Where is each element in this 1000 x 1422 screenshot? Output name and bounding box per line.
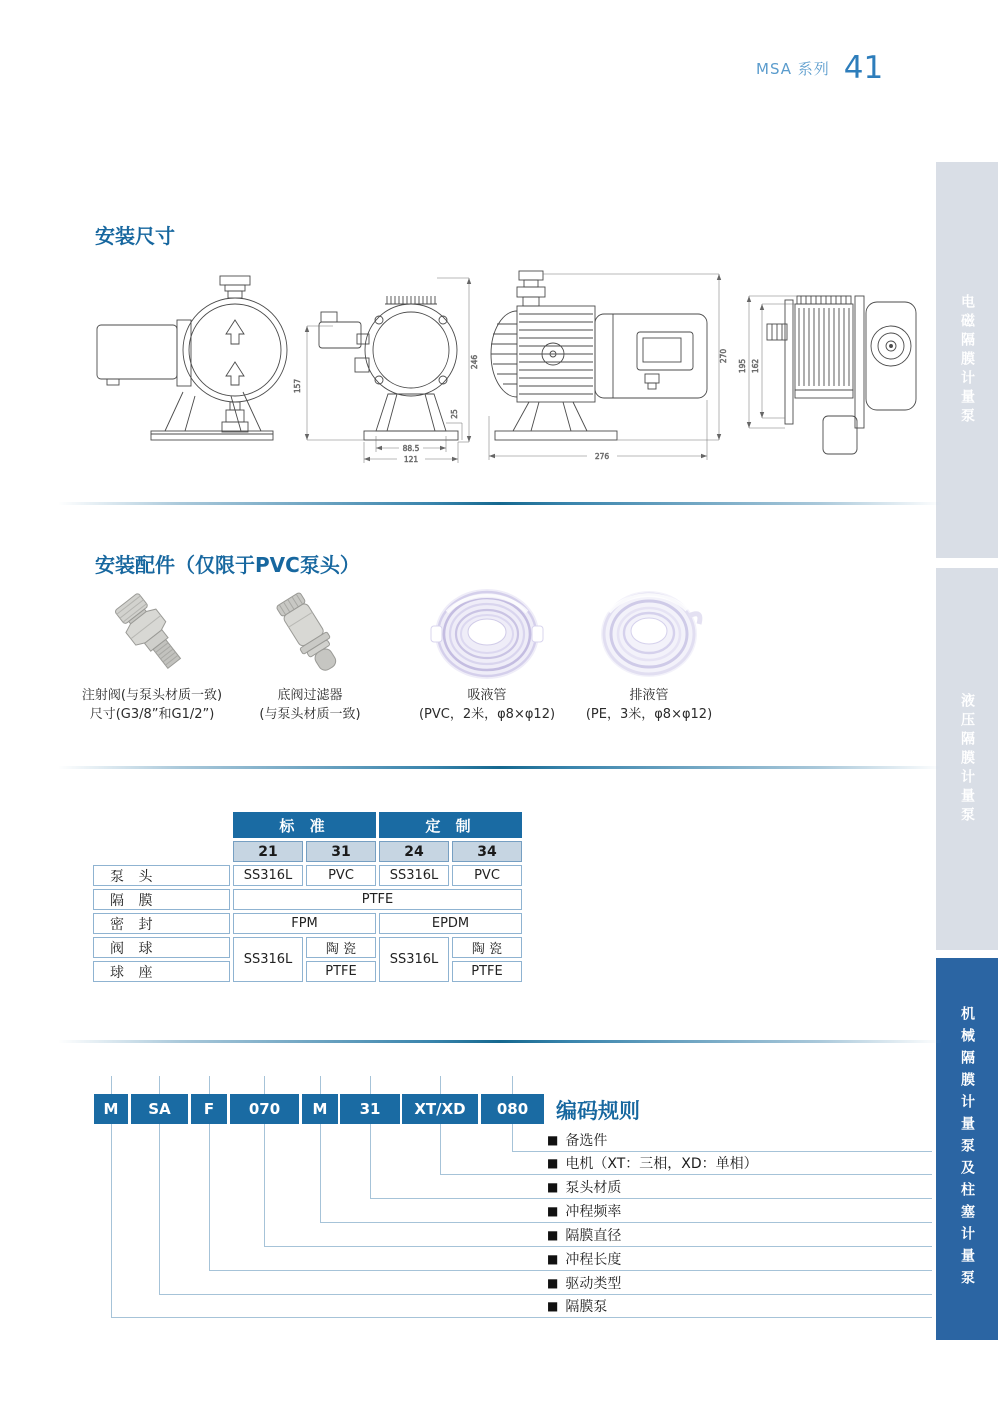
cell-ball-seat-24: SS316L — [379, 937, 449, 982]
drawing-rear-view — [767, 296, 916, 454]
connector-horizontal — [264, 1246, 932, 1247]
dim-276: 276 — [594, 452, 610, 461]
sidebar-tab-hydraulic-pump[interactable] — [936, 568, 998, 950]
row-label-seal: 密 封 — [93, 913, 230, 934]
dim-121: 121 — [403, 455, 419, 464]
code-label-diaphragm-pump — [547, 1296, 607, 1316]
dim-157: 157 — [293, 378, 302, 394]
code-label-motor — [547, 1153, 758, 1173]
connector-vertical — [440, 1124, 441, 1174]
row-label-valve-ball: 阀 球 — [93, 937, 230, 958]
accessory-discharge-tube — [564, 584, 734, 724]
cell-valve-ball-31: 陶 瓷 — [306, 937, 376, 958]
square-bullet: ■ — [547, 1156, 559, 1170]
cell-seal-standard: FPM — [233, 913, 376, 934]
page-number: 41 — [843, 50, 884, 86]
row-label-ball-seat: 球 座 — [93, 961, 230, 982]
code-label-text: 备选件 — [565, 1133, 608, 1149]
connector-vertical — [209, 1124, 210, 1270]
accessory-name: 吸液管 — [467, 688, 507, 703]
connector-horizontal — [370, 1198, 932, 1199]
square-bullet: ■ — [547, 1276, 559, 1290]
cell-valve-ball-34: 陶 瓷 — [452, 937, 522, 958]
cell-pump-head-24: SS316L — [379, 865, 449, 886]
cell-pump-head-34: PVC — [452, 865, 522, 886]
discharge-tube-image — [593, 584, 705, 686]
connector-vertical — [264, 1124, 265, 1246]
connector-vertical — [512, 1124, 513, 1151]
cell-seal-custom: EPDM — [379, 913, 522, 934]
page-header — [756, 50, 883, 86]
accessory-injection-valve — [67, 584, 237, 724]
connector-stub — [209, 1076, 210, 1094]
sidebar-tab-label: 机械隔膜计量泵及柱塞计量泵 — [959, 1006, 975, 1292]
drawing-side-view-a — [97, 276, 287, 440]
coding-section-title: 编码规则 — [556, 1099, 640, 1123]
accessory-spec: (与泵头材质一致) — [259, 707, 361, 722]
square-bullet: ■ — [547, 1133, 559, 1147]
dim-270: 270 — [719, 348, 728, 364]
code-label-head-material — [547, 1177, 621, 1197]
dim-25: 25 — [450, 409, 459, 419]
cell-pump-head-31: PVC — [306, 865, 376, 886]
separator-line — [58, 1040, 942, 1043]
code-box-xtxd: XT/XD — [402, 1094, 478, 1124]
code-label-text: 泵头材质 — [565, 1180, 622, 1196]
accessory-foot-valve — [235, 584, 385, 724]
row-label-pump-head: 泵 头 — [93, 865, 230, 886]
sidebar-tab-mechanical-pump-active[interactable] — [936, 958, 998, 1340]
connector-horizontal — [440, 1174, 932, 1175]
front-view-dimensions — [293, 278, 479, 464]
table-group-standard: 标 准 — [233, 812, 376, 838]
sidebar-tab-label: 液压隔膜计量泵 — [959, 692, 975, 826]
drawing-front-view — [319, 296, 458, 440]
connector-stub — [440, 1076, 441, 1094]
square-bullet: ■ — [547, 1299, 559, 1313]
dim-162: 162 — [751, 358, 760, 374]
code-21: 21 — [233, 841, 303, 862]
code-box-m1: M — [94, 1094, 128, 1124]
dim-195: 195 — [738, 358, 747, 374]
table-group-custom: 定 制 — [379, 812, 522, 838]
connector-vertical — [111, 1124, 112, 1317]
series-label: MSA 系列 — [756, 59, 830, 78]
separator-line — [58, 766, 942, 769]
code-24: 24 — [379, 841, 449, 862]
dim-88-5: 88.5 — [402, 444, 420, 453]
accessories-section-title: 安装配件（仅限于PVC泵头） — [95, 553, 360, 577]
accessory-name: 排液管 — [629, 688, 669, 703]
connector-horizontal — [512, 1151, 932, 1152]
cell-ball-seat-31: PTFE — [306, 961, 376, 982]
connector-stub — [370, 1076, 371, 1094]
cell-ball-seat-21: SS316L — [233, 937, 303, 982]
accessory-name: 底阀过滤器 — [277, 688, 343, 703]
code-box-sa: SA — [131, 1094, 188, 1124]
code-box-f: F — [191, 1094, 227, 1124]
cell-pump-head-21: SS316L — [233, 865, 303, 886]
dim-246: 246 — [470, 354, 479, 370]
rear-view-dimensions — [738, 296, 797, 428]
dimensions-section-title: 安装尺寸 — [95, 224, 175, 248]
foot-valve-image — [255, 584, 365, 686]
cell-ball-seat-34: PTFE — [452, 961, 522, 982]
square-bullet: ■ — [547, 1180, 559, 1194]
code-label-drive-type — [547, 1273, 621, 1293]
connector-vertical — [320, 1124, 321, 1222]
injection-valve-image — [97, 584, 207, 686]
connector-horizontal — [111, 1317, 932, 1318]
code-box-31: 31 — [340, 1094, 400, 1124]
connector-stub — [512, 1076, 513, 1094]
connector-vertical — [159, 1124, 160, 1294]
square-bullet: ■ — [547, 1228, 559, 1242]
code-31: 31 — [306, 841, 376, 862]
connector-vertical — [370, 1124, 371, 1198]
code-label-diaphragm-diameter — [547, 1225, 621, 1245]
connector-stub — [320, 1076, 321, 1094]
code-box-m2: M — [302, 1094, 338, 1124]
code-label-options — [547, 1130, 607, 1150]
code-box-080: 080 — [481, 1094, 544, 1124]
materials-table — [93, 812, 522, 982]
separator-line — [58, 502, 942, 505]
connector-stub — [159, 1076, 160, 1094]
suction-tube-image — [429, 584, 545, 686]
sidebar-tab-label: 电磁隔膜计量泵 — [959, 293, 975, 427]
accessory-spec: (PE，3米，φ8×φ12) — [585, 707, 713, 722]
accessory-suction-tube — [402, 584, 572, 724]
code-label-text: 冲程频率 — [565, 1204, 622, 1220]
code-label-text: 电机（XT：三相，XD：单相） — [565, 1156, 758, 1172]
code-label-stroke-frequency — [547, 1201, 621, 1221]
pump-dimension-drawings — [85, 266, 925, 484]
code-label-stroke-length — [547, 1249, 621, 1269]
sidebar-tab-solenoid-pump[interactable] — [936, 162, 998, 558]
side-view-dimensions — [489, 274, 728, 461]
code-box-070: 070 — [230, 1094, 299, 1124]
connector-horizontal — [209, 1270, 932, 1271]
accessory-name: 注射阀(与泵头材质一致) — [81, 688, 223, 703]
square-bullet: ■ — [547, 1204, 559, 1218]
code-label-text: 隔膜直径 — [565, 1228, 622, 1244]
connector-horizontal — [159, 1294, 932, 1295]
square-bullet: ■ — [547, 1252, 559, 1266]
row-label-diaphragm: 隔 膜 — [93, 889, 230, 910]
cell-diaphragm-all: PTFE — [233, 889, 522, 910]
code-label-text: 冲程长度 — [565, 1252, 622, 1268]
accessory-spec: (PVC，2米，φ8×φ12) — [418, 707, 556, 722]
code-34: 34 — [452, 841, 522, 862]
code-label-text: 驱动类型 — [565, 1276, 622, 1292]
drawing-side-view-b — [491, 271, 707, 440]
connector-stub — [111, 1076, 112, 1094]
connector-stub — [264, 1076, 265, 1094]
code-label-text: 隔膜泵 — [565, 1299, 608, 1315]
connector-horizontal — [320, 1222, 932, 1223]
accessory-spec: 尺寸(G3/8”和G1/2”) — [89, 707, 215, 722]
